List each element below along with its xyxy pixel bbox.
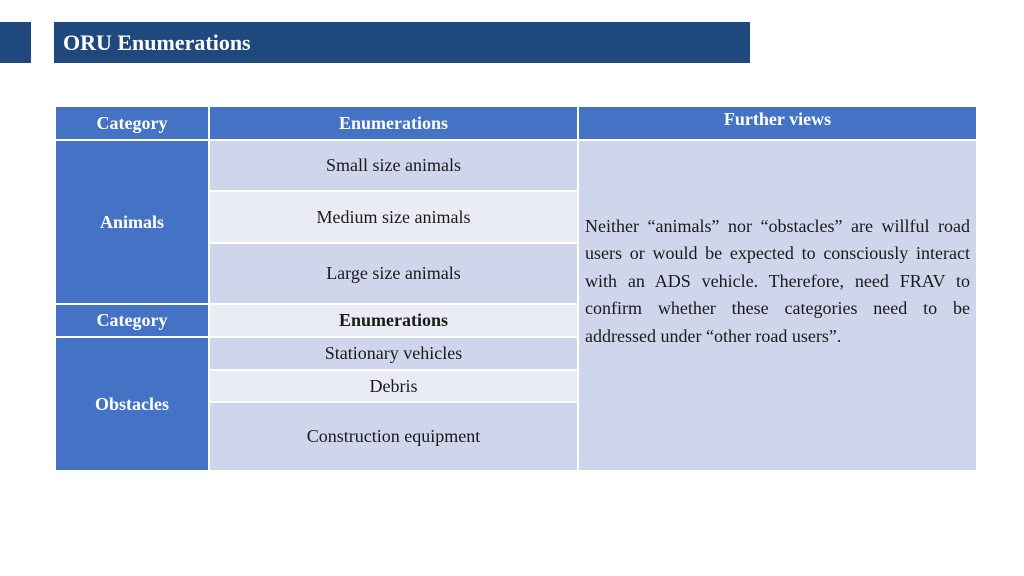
further-views-text: Neither “animals” nor “obstacles” are willful road users or would be expected to consciously interact with an ADS vehicle. Therefore, need FRAV to confirm whether these categories need to be addressed under “other road users”. bbox=[578, 140, 977, 471]
header-category: Category bbox=[55, 106, 209, 140]
enumeration-item: Large size animals bbox=[209, 243, 578, 304]
header-enumerations: Enumerations bbox=[209, 106, 578, 140]
enumeration-item: Construction equipment bbox=[209, 402, 578, 471]
header-further-views: Further views bbox=[578, 106, 977, 140]
enumeration-item: Medium size animals bbox=[209, 191, 578, 243]
mid-header-enumerations: Enumerations bbox=[209, 304, 578, 337]
accent-tab bbox=[0, 22, 31, 63]
page-title: ORU Enumerations bbox=[54, 22, 750, 63]
enumeration-item: Debris bbox=[209, 370, 578, 402]
mid-header-category: Category bbox=[55, 304, 209, 337]
category-obstacles: Obstacles bbox=[55, 337, 209, 471]
enumeration-item: Small size animals bbox=[209, 140, 578, 191]
enumerations-table bbox=[54, 105, 978, 472]
enumeration-item: Stationary vehicles bbox=[209, 337, 578, 370]
category-animals: Animals bbox=[55, 140, 209, 304]
